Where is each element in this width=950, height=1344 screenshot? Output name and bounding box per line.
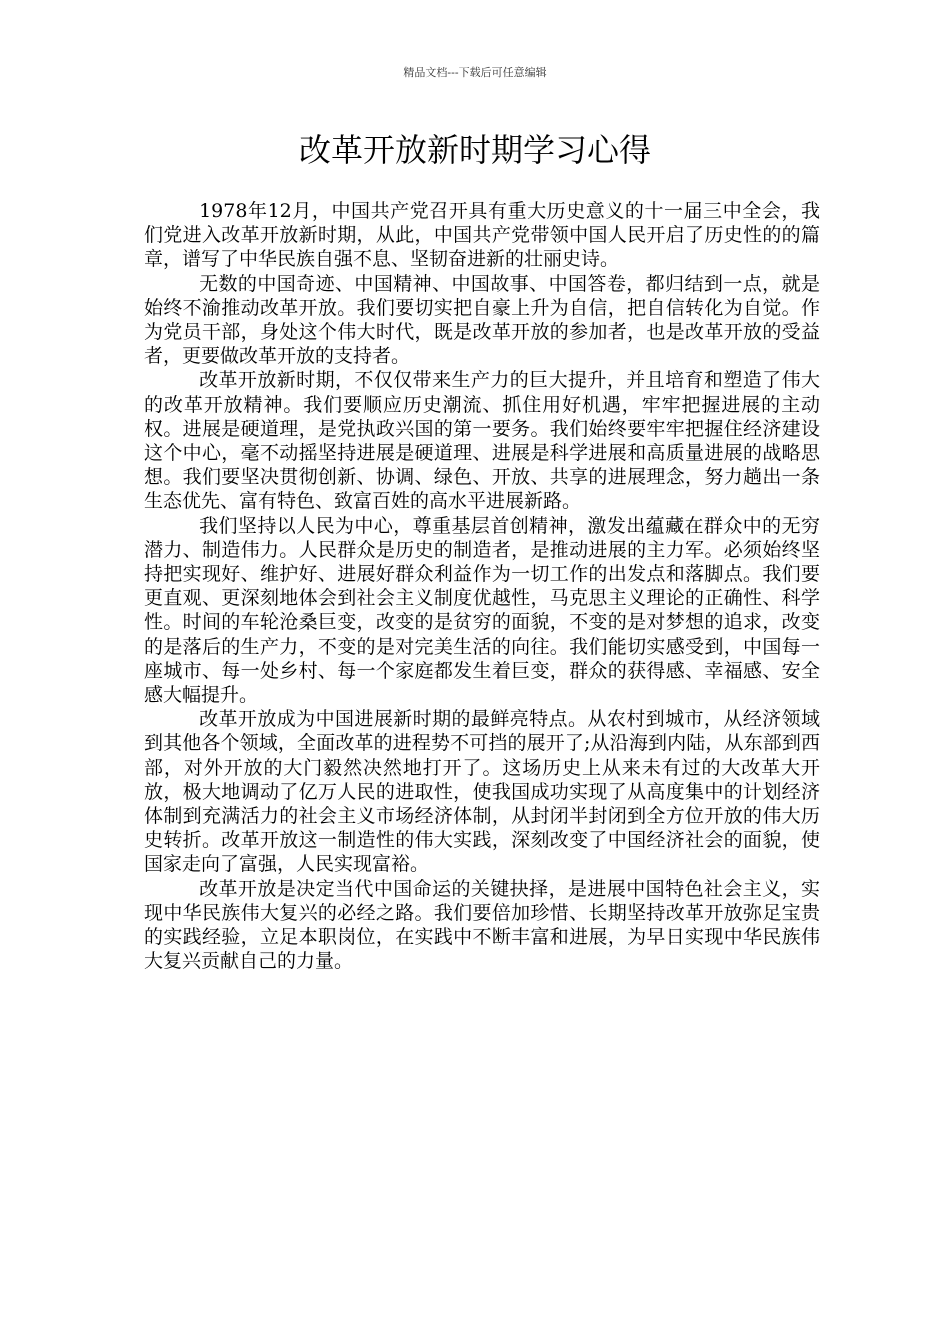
paragraph-5: 改革开放成为中国进展新时期的最鲜亮特点。从农村到城市，从经济领域到其他各个领域，全面改革的进程势不可挡的展开了;从沿海到内陆，从东部到西部，对外开放的大门毅然决然地打开了。这场历史上从来未有过的大改革大开放，极大地调动了亿万人民的进取性，使我国成功实现了从高度集中的计划经济体制到充满活力的社会主义市场经济体制，从封闭半封闭到全方位开放的伟大历史转折。改革开放这一制造性的伟大实践，深刻改变了中国经济社会的面貌，使国家走向了富强，人民实现富裕。: [144, 708, 820, 876]
paragraph-3: 改革开放新时期，不仅仅带来生产力的巨大提升，并且培育和塑造了伟大的改革开放精神。我们要顺应历史潮流、抓住用好机遇，牢牢把握进展的主动权。进展是硬道理，是党执政兴国的第一要务。我们始终要牢牢把握住经济建设这个中心，毫不动摇坚持进展是硬道理、进展是科学进展和高质量进展的战略思想。我们要坚决贯彻创新、协调、绿色、开放、共享的进展理念，努力趟出一条生态优先、富有特色、致富百姓的高水平进展新路。: [144, 369, 820, 513]
document-title: 改革开放新时期学习心得: [298, 131, 651, 169]
header-note: 精品文档---下载后可任意编辑: [403, 66, 547, 79]
paragraph-2: 无数的中国奇迹、中国精神、中国故事、中国答卷，都归结到一点，就是始终不渝推动改革开放。我们要切实把自豪上升为自信，把自信转化为自觉。作为党员干部，身处这个伟大时代，既是改革开放的参加者，也是改革开放的受益者，更要做改革开放的支持者。: [144, 272, 820, 368]
paragraph-4: 我们坚持以人民为中心，尊重基层首创精神，激发出蕴藏在群众中的无穷潜力、制造伟力。人民群众是历史的制造者，是推动进展的主力军。必须始终坚持把实现好、维护好、进展好群众利益作为一切工作的出发点和落脚点。我们要更直观、更深刻地体会到社会主义制度优越性，马克思主义理论的正确性、科学性。时间的车轮沧桑巨变，改变的是贫穷的面貌，不变的是对梦想的追求，改变的是落后的生产力，不变的是对完美生活的向往。我们能切实感受到，中国每一座城市、每一处乡村、每一个家庭都发生着巨变，群众的获得感、幸福感、安全感大幅提升。: [144, 514, 820, 707]
paragraph-1: 1978年12月，中国共产党召开具有重大历史意义的十一届三中全会，我们党进入改革开放新时期，从此，中国共产党带领中国人民开启了历史性的的篇章，谱写了中华民族自强不息、坚韧奋进新的壮丽史诗。: [144, 200, 820, 271]
paragraph-6: 改革开放是决定当代中国命运的关键抉择，是进展中国特色社会主义，实现中华民族伟大复兴的必经之路。我们要倍加珍惜、长期坚持改革开放弥足宝贵的实践经验，立足本职岗位，在实践中不断丰富和进展，为早日实现中华民族伟大复兴贡献自己的力量。: [144, 877, 820, 973]
document-body: [144, 199, 820, 974]
